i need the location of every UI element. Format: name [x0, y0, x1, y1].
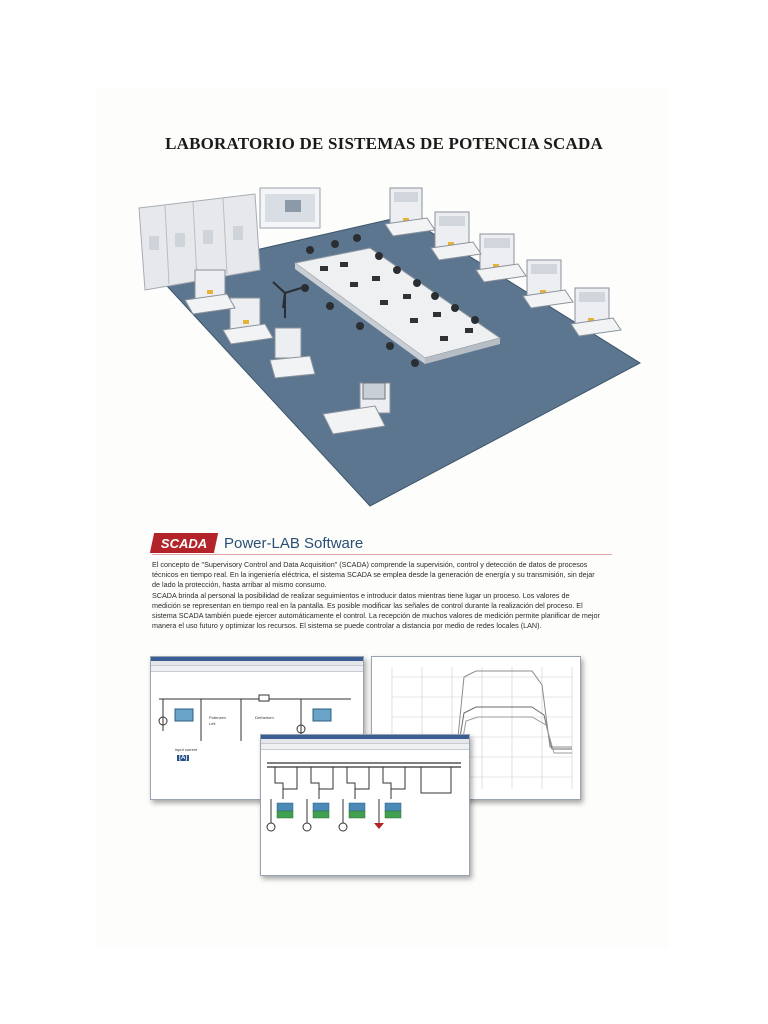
scada-badge: SCADA — [150, 533, 218, 553]
current-value: [A] — [179, 755, 188, 761]
section-heading: Power-LAB Software — [224, 534, 364, 552]
busbar-diagram — [261, 749, 469, 875]
diagram-label-drehstrom: Drehstrom — [255, 715, 274, 720]
diagram-label-potenzen: Potenzen — [209, 715, 226, 720]
lab-illustration — [135, 178, 645, 508]
page-title: LABORATORIO DE SISTEMAS DE POTENCIA SCADA — [165, 134, 603, 153]
section-divider — [152, 554, 612, 555]
scada-section-header — [152, 532, 363, 554]
scada-screenshot-busbar — [260, 734, 470, 876]
load-arrow-icon — [374, 823, 384, 829]
diagram-label-leit: Leit — [209, 721, 216, 726]
diagram-label-input: input current — [175, 747, 198, 752]
paragraph-details: SCADA brinda al personal la posibilidad de realizar seguimientos e introducir datos mientras tiene lugar un proceso. Los valores de medición se representan en tiempo real en la pantalla. Es posible modificar las señales de control durante la realización del proceso. El sistema SCADA también puede ejercer automáticamente el control. La recepción de muchos valores de medición permite planificar de mejor manera el uso futuro y optimizar los recursos. El sistema se puede controlar a distancia por medio de redes locales (LAN). — [152, 591, 600, 630]
paragraph-intro: El concepto de "Supervisory Control and Data Acquisition" (SCADA) comprende la supervisión, control y detección de datos de procesos técnicos en tiempo real. En la ingeniería eléctrica, el sistema SCADA se emplea desde la generación de energía y su transmisión, sin dejar de lado la protección, hasta arribar al mismo consumo. — [152, 560, 595, 589]
